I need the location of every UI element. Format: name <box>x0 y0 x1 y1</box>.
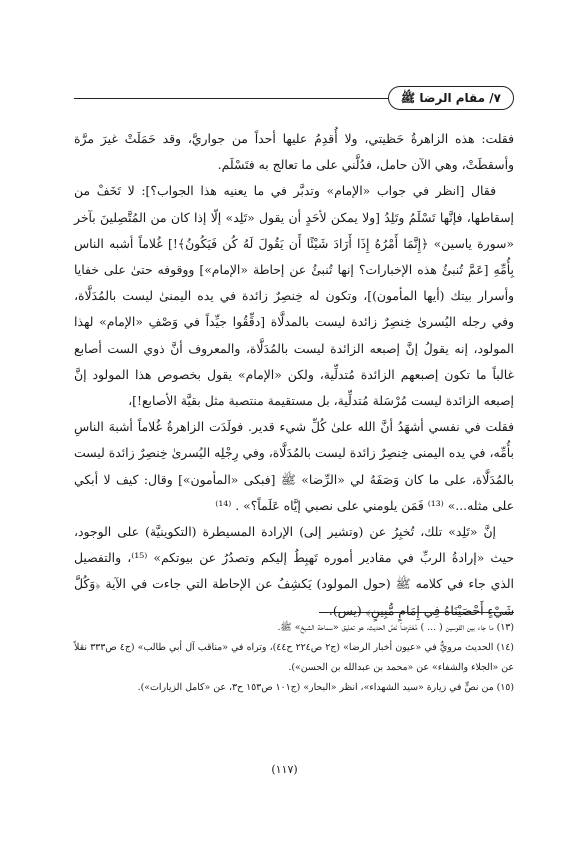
footnote: (١٤) الحديث مرويٌّ في «عيون أخبار الرضا» (ج٢ ص٢٢٤ ح٤٤)، وتراه في «مناقب آل أبي طالب» (ج٤ ص٣٣٣ نقلاً عن «الجلاء والشفاء» عن «محمد بن عبدالله بن الحسن»). <box>74 642 514 673</box>
paragraph: فقلت في نفسي أشهَدُ أنَّ الله علىٰ كُلِّ شيء قدير. فولَدَت الزاهرةُ غُلاماً أشبهَ الناسِ بأُمِّه، في يده اليمنى خِنصِرٌ زائدة ليست بالمُدَلَّاة، وفي رِجْلِه اليُسرىٰ خِنصِرٌ زائدة ليست بالمُدَلَّاة، على ما كان وَصَفَهُ لي «الرِّضا» ﷺ [فبكى «المأمون»] وقال: كيف لا أبكي على مثله...» ⁽¹³⁾ فَمَن يلومني على نصبي إيَّاه عَلَماً؟» . ⁽¹⁴⁾ <box>74 419 514 513</box>
body-text <box>74 126 514 624</box>
footnote-separator <box>319 612 514 613</box>
paragraph: إنَّ «تَلِد» تلك، تُخبِرُ عن (وتشير إلى) الإرادة المسيطرة (التكوينيَّة) على الوجود، حيث «إرادةُ الربِّ في مقادير أموره تَهبِطُ إليكم وتصدُرُ عن بيوتكم» ⁽¹⁵⁾، والتفصيل الذي جاء في كلامه ﷺ (حول المولود) يَكشِفُ عن الإحاطة التي جاءت في الآية ﴿وَكُلَّ شَيْءٍ أَحْصَيْنَاهُ فِي إِمَامٍ مُّبِينٍ﴾ (يس). <box>74 524 514 618</box>
footnote: (١٣) ما جاء بين القوسين ( ... ) مُعْتَرِضاً نَصَّ الحديث، هو تعليق «سماحة الشيخ» ﷺ. <box>277 622 514 633</box>
paragraph: فقلت: هذه الزاهرةُ حَظيتي، ولا أُقدِمُ عليها أحداً من جواريَّ، وقد حَمَلَتْ غيرَ مرَّة وأسقطَتْ، وهي الآن حامل، فدُلَّني على ما تعالج به فتَسْلَم. <box>74 131 514 173</box>
header-title: ٧/ مقام الرضا ﷺ <box>388 86 514 110</box>
footnotes <box>74 618 514 698</box>
running-header <box>74 86 514 112</box>
paragraph: فقال [انظر في جواب «الإمام» وتدبَّر في ما يعنيه هذا الجواب؟]: لا تَخَفْ من إسقاطها، فإنَّها تَسْلَمُ وتَلِدُ [ولا يمكن لأحَدٍ أن يقول «تَلِد» إلّا إذا كان من المُتَّصِلينَ بآخر «سورة ياسين» ﴿إِنَّمَا أَمْرُهُ إِذَا أَرَادَ شَيْئًا أَن يَقُولَ لَهُ كُن فَيَكُونُ﴾!] غُلاماً أشبه الناس بِأُمِّهِ [عَمَّ تُنبئُ هذه الإخبارات؟ إنها تُنبئُ عن إحاطة «الإمام»] ووقوفه حتىٰ على خفايا وأسرار بيتك (أيها المأمون)]، وتكون له خِنصِرٌ زائدة في يده اليمنىٰ ليست بالمُدَلَّاة، وفي رجله اليُسرىٰ خِنصِرٌ زائدة ليست بالمدلَّاة [دقِّقُوا جيِّداً في وَصْفِ «الإمام» لهذا المولود، إنه يقولُ إنَّ إصبعه الزائدة ليست بالمُدَلَّاة، والمعروف أنَّ ذوي الست أصابع غالباً ما تكون إصبعهم الزائدة مُتدلِّية، ولكن «الإمام» يقول بخصوص هذا المولود إنَّ إصبعه الزائدة ليست مُرْسَلة مُتدلِّية، بل مستقيمة منتصبة مثل بقيَّة الأصابع!]، <box>74 183 514 409</box>
page-number: (١١٧) <box>271 763 298 776</box>
footnote: (١٥) من نصٍّ في زيارة «سيد الشهداء»، انظر «البحار» (ج١٠١ ص١٥٣ ح٣، عن «كامل الزيارات»). <box>137 682 514 693</box>
